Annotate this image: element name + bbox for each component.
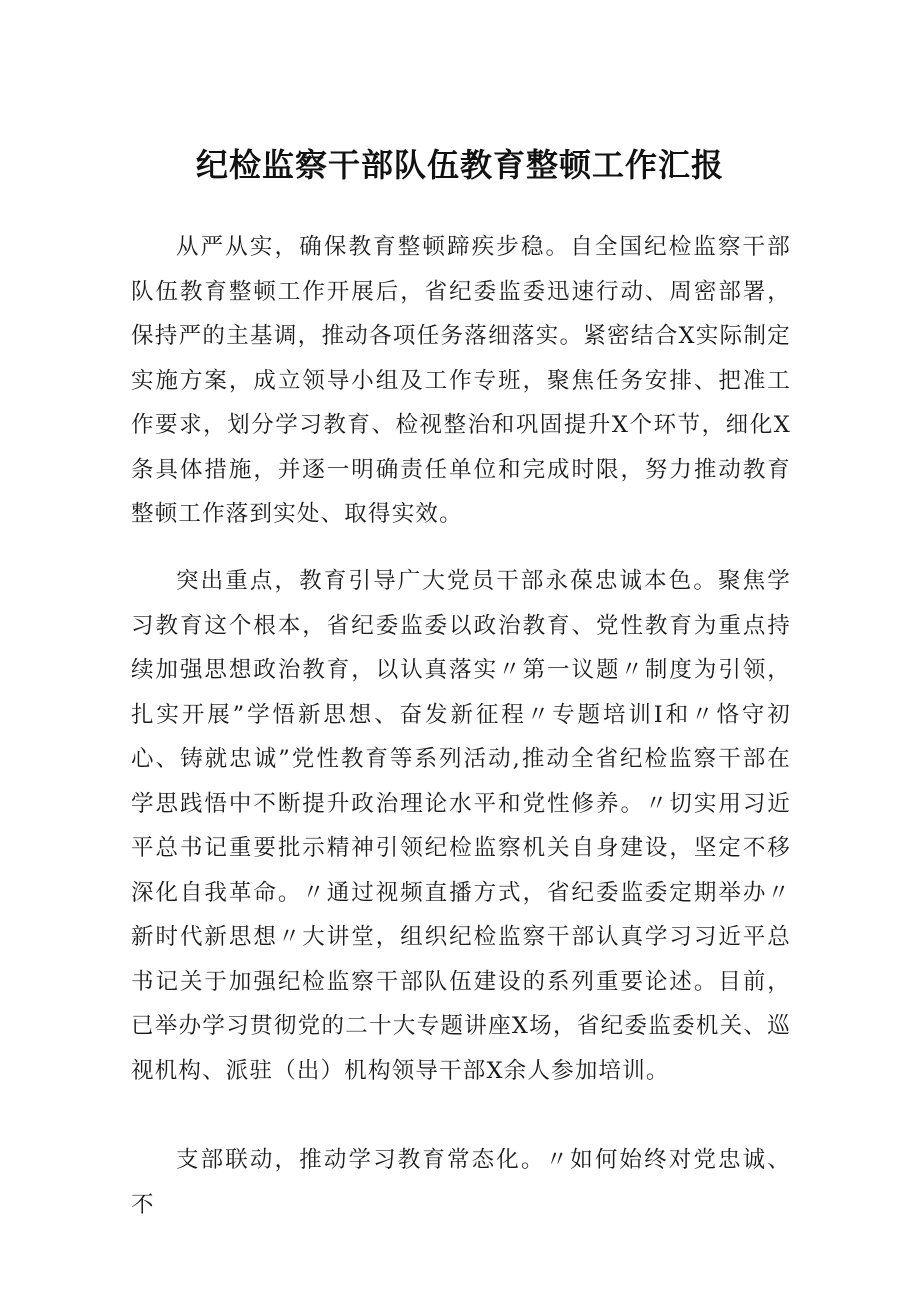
paragraph-1: 从严从实，确保教育整顿蹄疾步稳。自全国纪检监察干部队伍教育整顿工作开展后，省纪委监委迅速行动、周密部署，保持严的主基调，推动各项任务落细落实。紧密结合X实际制定实施方案，成立领导小组及工作专班，聚焦任务安排、把准工作要求，划分学习教育、检视整治和巩固提升X个环节，细化X条具体措施，并逐一明确责任单位和完成时限，努力推动教育整顿工作落到实处、取得实效。 bbox=[131, 234, 791, 527]
document-title: 纪检监察干部队伍教育整顿工作汇报 bbox=[195, 146, 724, 184]
paragraph-2: 突出重点，教育引导广大党员干部永葆忠诚本色。聚焦学习教育这个根本，省纪委监委以政治教育、党性教育为重点持续加强思想政治教育，以认真落实〃第一议题〃制度为引领，扎实开展”学悟新思想、奋发新征程〃专题培训I和〃恪守初心、铸就忠诚”党性教育等系列活动,推动全省纪检监察干部在学思践悟中不断提升政治理论水平和党性修养。〃切实用习近平总书记重要批示精神引领纪检监察机关自身建设，坚定不移深化自我革命。〃通过视频直播方式，省纪委监委定期举办〃新时代新思想〃大讲堂，组织纪检监察干部认真学习习近平总书记关于加强纪检监察干部队伍建设的系列重要论述。目前，已举办学习贯彻党的二十大专题讲座X场，省纪委监委机关、巡视机构、派驻（出）机构领导干部X余人参加培训。 bbox=[131, 568, 791, 1084]
paragraph-3: 支部联动，推动学习教育常态化。〃如何始终对党忠诚、不 bbox=[131, 1147, 791, 1218]
